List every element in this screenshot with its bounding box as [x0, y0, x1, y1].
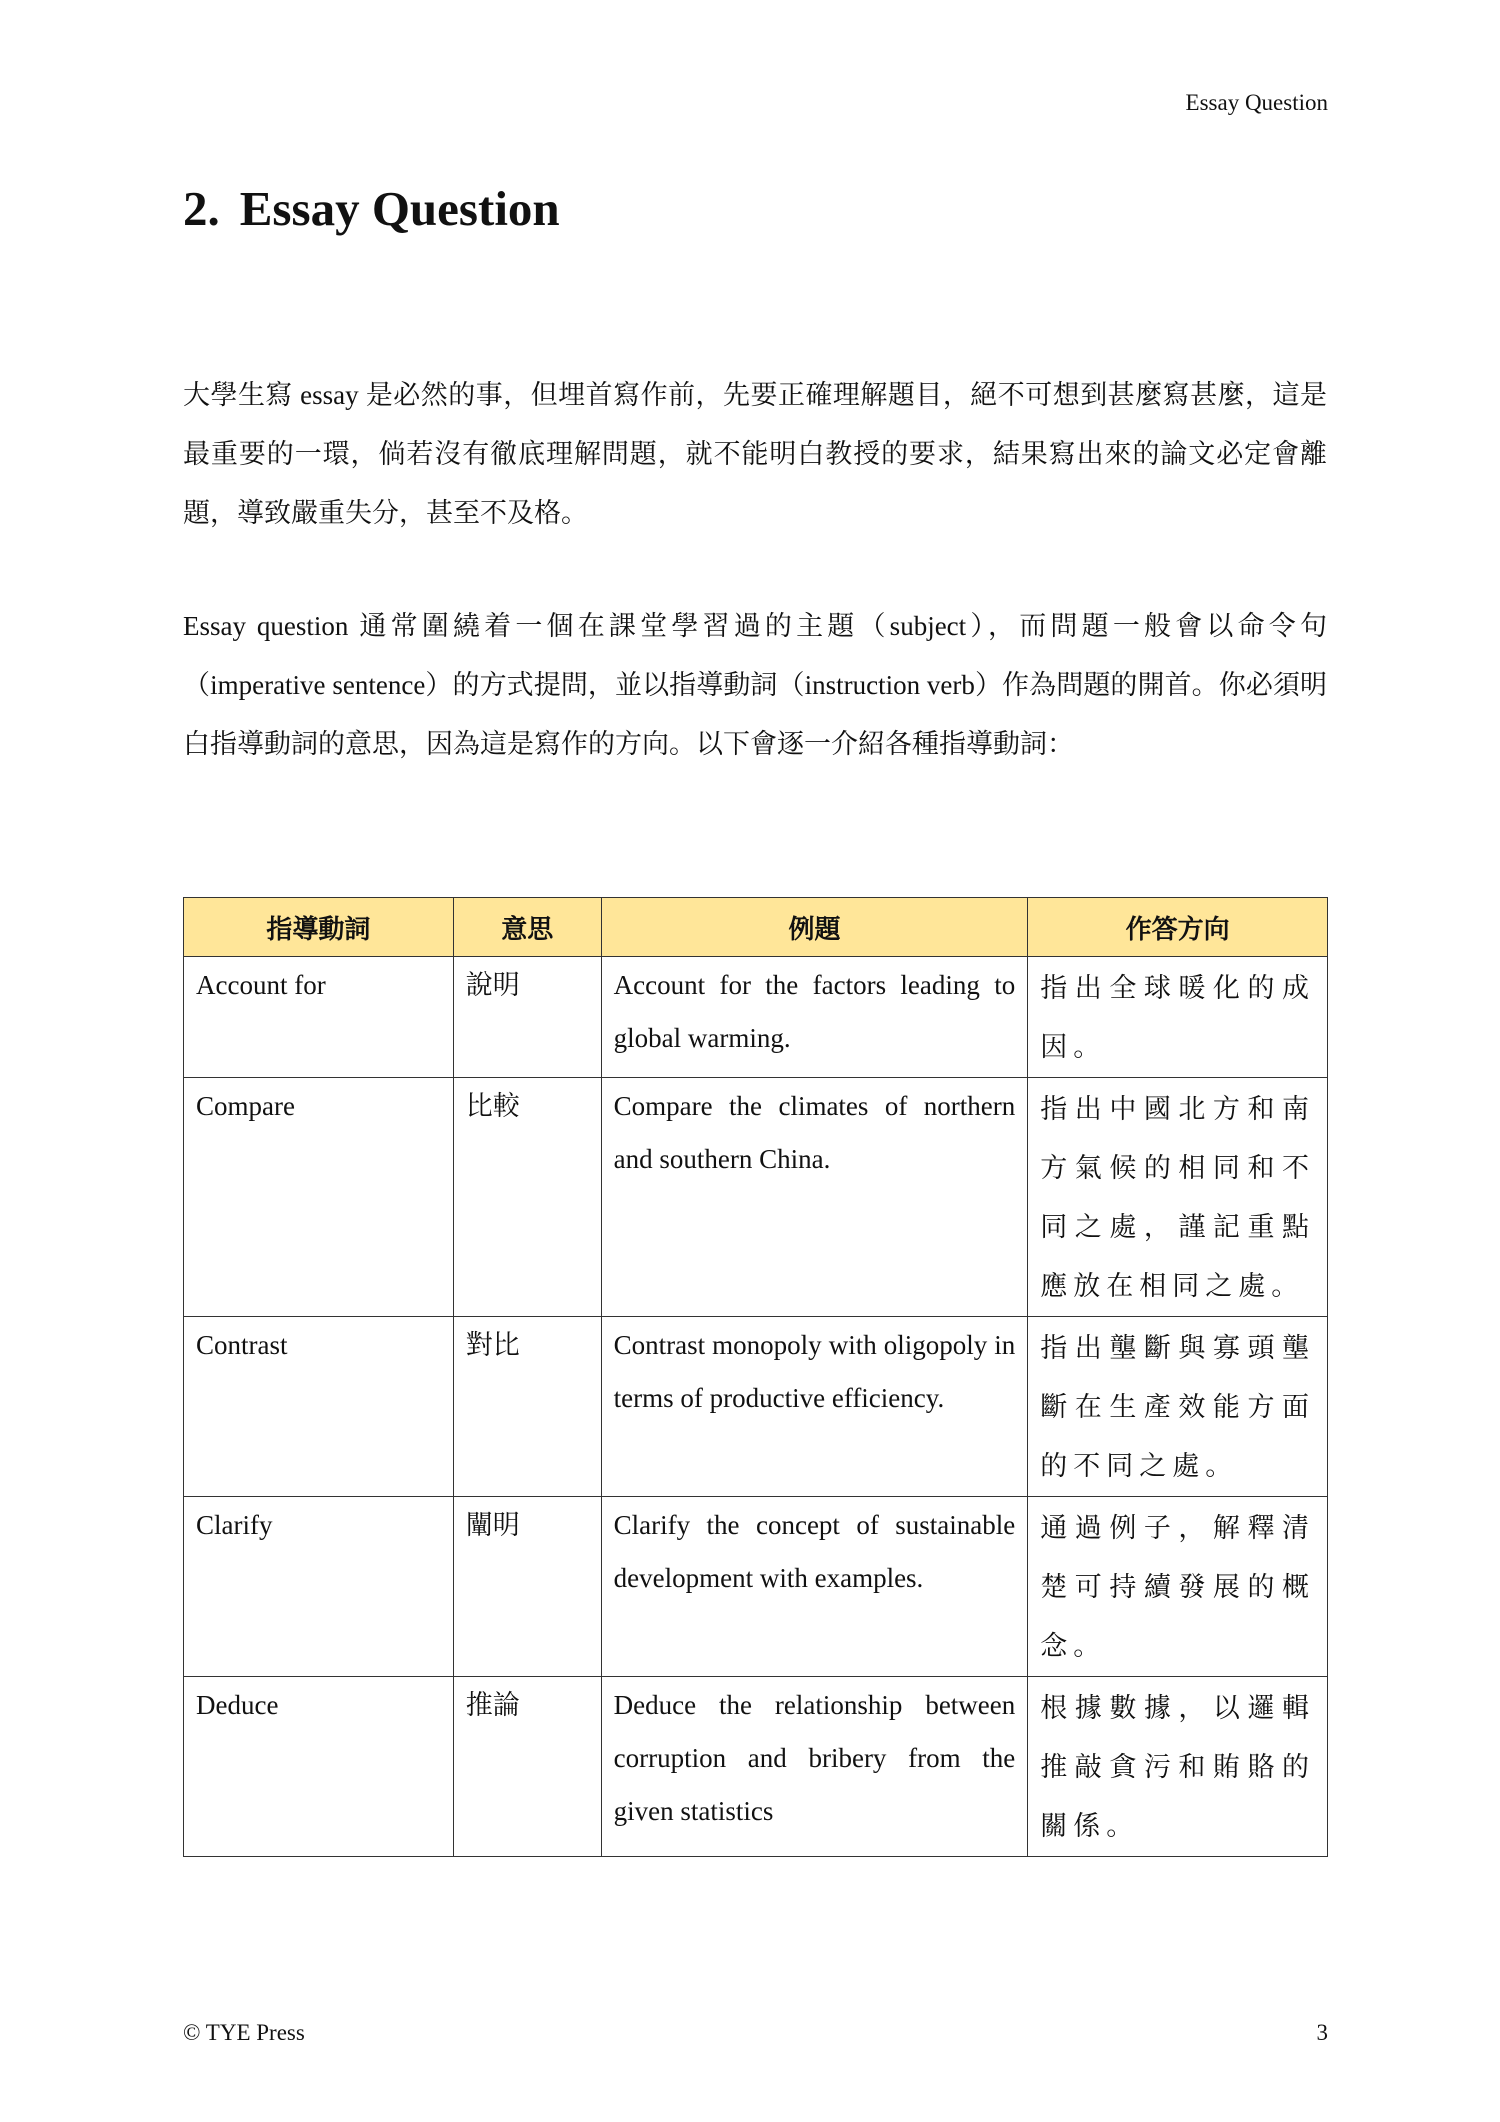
instruction-verbs-table	[183, 897, 1328, 1857]
header-direction: 作答方向	[1028, 898, 1328, 957]
table-header-row	[184, 898, 1328, 957]
meaning-cell: 說明	[453, 957, 601, 1078]
header-verb: 指導動詞	[184, 898, 454, 957]
intro-paragraph: 大學生寫 essay 是必然的事，但埋首寫作前，先要正確理解題目，絕不可想到甚麼寫甚麼，這是最重要的一環，倘若沒有徹底理解問題，就不能明白教授的要求，結果寫出來的論文必定會離題，導致嚴重失分，甚至不及格。	[183, 380, 1327, 528]
header-example: 例題	[601, 898, 1028, 957]
direction-cell: 根據數據，以邏輯推敲貪污和賄賂的關係。	[1028, 1677, 1328, 1857]
section-number: 2.	[183, 181, 220, 236]
verb-cell: Contrast	[184, 1317, 454, 1497]
example-cell: Deduce the relationship between corruption and bribery from the given statistics	[601, 1677, 1028, 1857]
verb-cell: Clarify	[184, 1497, 454, 1677]
verb-cell: Deduce	[184, 1677, 454, 1857]
table-row	[184, 1677, 1328, 1857]
meaning-cell: 推論	[453, 1677, 601, 1857]
table-row	[184, 957, 1328, 1078]
meaning-cell: 比較	[453, 1078, 601, 1317]
direction-cell: 通過例子，解釋清楚可持續發展的概念。	[1028, 1497, 1328, 1677]
header-meaning: 意思	[453, 898, 601, 957]
verb-cell: Account for	[184, 957, 454, 1078]
page-number: 3	[1316, 2020, 1328, 2045]
example-cell: Clarify the concept of sustainable development with examples.	[601, 1497, 1028, 1677]
section-title: Essay Question	[239, 181, 560, 236]
meaning-cell: 闡明	[453, 1497, 601, 1677]
example-cell: Account for the factors leading to global warming.	[601, 957, 1028, 1078]
example-cell: Compare the climates of northern and southern China.	[601, 1078, 1028, 1317]
direction-cell: 指出全球暖化的成因。	[1028, 957, 1328, 1078]
footer-copyright: © TYE Press	[183, 2020, 305, 2045]
running-header: Essay Question	[1185, 90, 1328, 115]
verb-cell: Compare	[184, 1078, 454, 1317]
meaning-cell: 對比	[453, 1317, 601, 1497]
section-heading	[183, 180, 560, 237]
table-row	[184, 1317, 1328, 1497]
instruction-verb-paragraph: Essay question 通常圍繞着一個在課堂學習過的主題（subject），而問題一般會以命令句（imperative sentence）的方式提問，並以指導動詞（instruction verb）作為問題的開首。你必須明白指導動詞的意思，因為這是寫作的方向。以下會逐一介紹各種指導動詞：	[183, 611, 1327, 759]
direction-cell: 指出壟斷與寡頭壟斷在生產效能方面的不同之處。	[1028, 1317, 1328, 1497]
table-row	[184, 1497, 1328, 1677]
direction-cell: 指出中國北方和南方氣候的相同和不同之處，謹記重點應放在相同之處。	[1028, 1078, 1328, 1317]
example-cell: Contrast monopoly with oligopoly in terms of productive efficiency.	[601, 1317, 1028, 1497]
table-row	[184, 1078, 1328, 1317]
